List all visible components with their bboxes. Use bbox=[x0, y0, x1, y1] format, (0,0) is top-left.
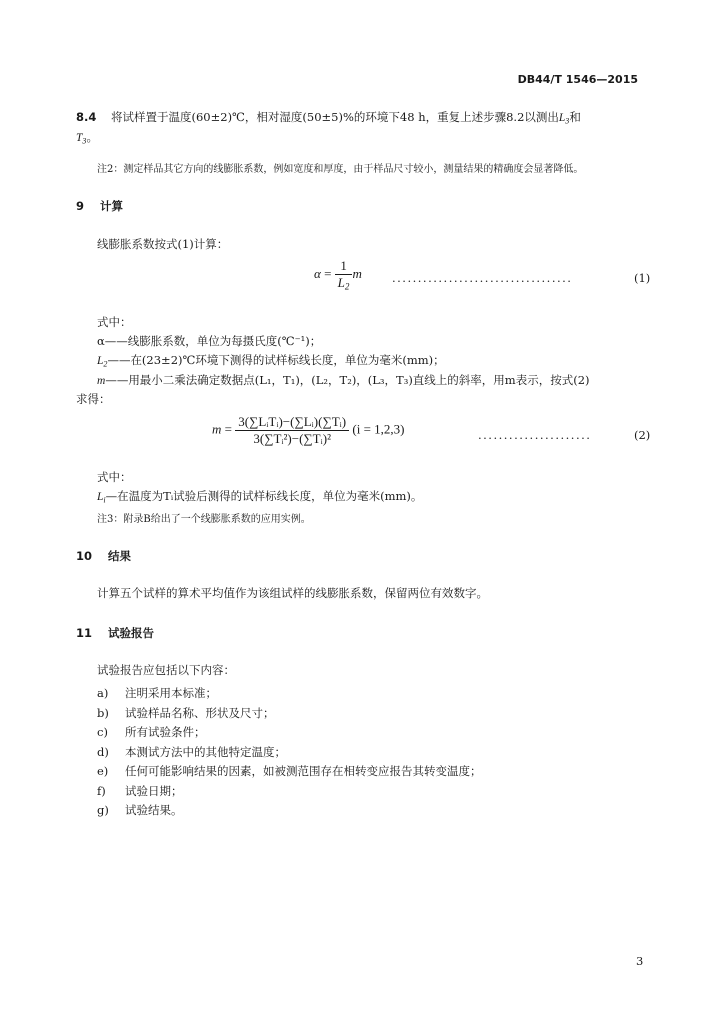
clause-number: 8.4 bbox=[76, 110, 97, 124]
symbol-L3: $L_3$ bbox=[558, 112, 570, 126]
clause-8-4-line1 bbox=[76, 109, 581, 125]
equation-1: α = $\frac{1}{L_2}$ m bbox=[314, 258, 362, 292]
equation-1-number: (1) bbox=[634, 271, 651, 285]
clause-8-4-line2: $T_3$。 bbox=[76, 130, 98, 146]
list-item: g) 试验结果。 bbox=[97, 803, 183, 817]
definition-m-cont: 求得： bbox=[76, 392, 111, 406]
fraction-1-over-L2: $\frac{1}{L_2}$ bbox=[335, 258, 353, 292]
list-item: e) 任何可能影响结果的因素，如被测范围存在相转变应报告其转变温度； bbox=[97, 764, 482, 778]
section-9-heading: 9 计算 bbox=[76, 199, 124, 213]
result-text: 计算五个试样的算术平均值作为该组试样的线膨胀系数，保留两位有效数字。 bbox=[97, 586, 488, 600]
equation-1-leader: ................................... bbox=[392, 271, 573, 285]
report-list bbox=[97, 684, 482, 821]
conjunction: 和 bbox=[569, 110, 581, 124]
where-label-2: 式中： bbox=[97, 470, 132, 484]
list-item: a) 注明采用本标准； bbox=[97, 686, 217, 700]
list-item: c) 所有试验条件； bbox=[97, 725, 206, 739]
equation-2-leader: ...................... bbox=[478, 428, 592, 442]
list-item: b) 试验样品名称、形状及尺寸； bbox=[97, 705, 275, 720]
equation-2: m = $\frac{\text{3(∑LᵢTᵢ)−(∑Lᵢ)(∑Tᵢ)}}{\text{3(∑Tᵢ²)−(∑Tᵢ)²}}$ (i = 1,2,3) bbox=[212, 414, 405, 446]
fraction-least-squares: $\frac{\text{3(∑LᵢTᵢ)−(∑Lᵢ)(∑Tᵢ)}}{\text{3(∑Tᵢ²)−(∑Tᵢ)²}}$ bbox=[235, 414, 349, 447]
list-item: d) 本测试方法中的其他特定温度； bbox=[97, 744, 286, 759]
section-11-heading: 11 试验报告 bbox=[76, 626, 155, 640]
equation-2-number: (2) bbox=[634, 428, 651, 442]
page-number: 3 bbox=[636, 954, 644, 968]
definition-L2: $L_2——$在(23±2)℃环境下测得的试样标线长度，单位为毫米(mm)； bbox=[97, 353, 445, 369]
report-intro: 试验报告应包括以下内容： bbox=[97, 663, 235, 677]
note-2: 注2：测定样品其它方向的线膨胀系数，例如宽度和厚度，由于样品尺寸较小，测量结果的精确度会显著降低。 bbox=[97, 164, 584, 175]
where-label-1: 式中： bbox=[97, 315, 132, 329]
symbol-T3: $T_3$ bbox=[76, 132, 87, 146]
section-10-heading: 10 结果 bbox=[76, 549, 132, 563]
list-item: f) 试验日期； bbox=[97, 783, 183, 798]
document-id: DB44/T 1546—2015 bbox=[517, 73, 638, 86]
clause-text: 将试样置于温度(60±2)℃，相对湿度(50±5)%的环境下48 h，重复上述步骤8.2以测出 bbox=[111, 110, 559, 124]
definition-Li: $L_i—$在温度为Tᵢ试验后测得的试样标线长度，单位为毫米(mm)。 bbox=[97, 489, 423, 505]
definition-alpha: α——线膨胀系数，单位为每摄氏度(℃⁻¹)； bbox=[97, 334, 322, 348]
definition-m: m——用最小二乘法确定数据点(L₁，T₁)，(L₂，T₂)，(L₃，T₃)直线上的斜率，用m表示，按式(2) bbox=[97, 373, 590, 387]
note-3: 注3：附录B给出了一个线膨胀系数的应用实例。 bbox=[97, 514, 311, 525]
formula-intro: 线膨胀系数按式(1)计算： bbox=[97, 237, 229, 251]
